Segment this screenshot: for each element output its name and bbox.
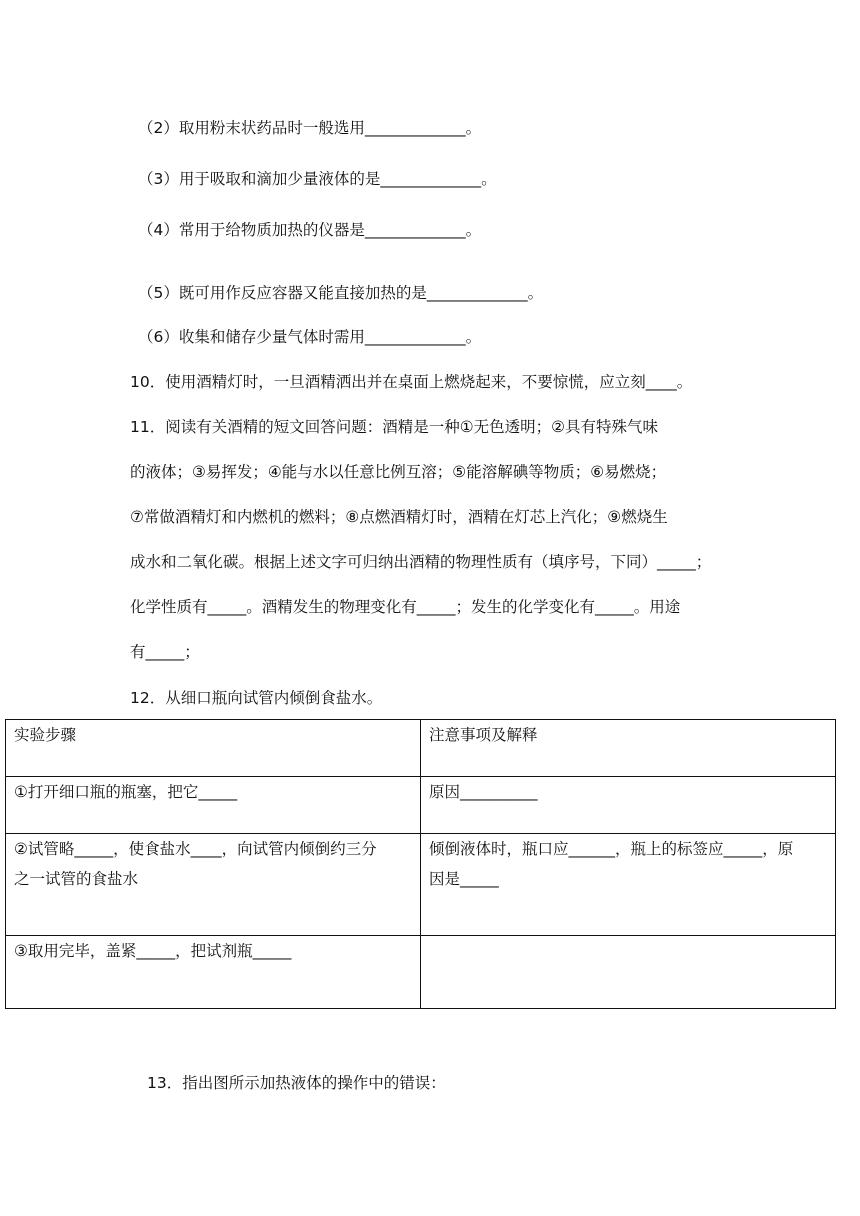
question-13: 13．指出图所示加热液体的操作中的错误： (147, 1074, 446, 1092)
table-cell-note-3 (421, 936, 836, 1009)
table-cell-step-2 (6, 834, 421, 936)
table-header-steps: 实验步骤 (6, 720, 421, 777)
table-row (6, 936, 836, 1009)
table-cell-note-2-line-2: 因是_____ (429, 870, 499, 888)
table-cell-note-2-line-1: 倾倒液体时，瓶口应______，瓶上的标签应_____，原 (429, 840, 794, 858)
question-12: 12．从细口瓶向试管内倾倒食盐水。 (130, 689, 383, 707)
question-9-2: （2）取用粉末状药品时一般选用_____________。 (138, 119, 482, 137)
question-9-3: （3）用于吸取和滴加少量液体的是_____________。 (138, 170, 497, 188)
table-cell-note-2 (421, 834, 836, 936)
question-11-line-3: ⑦常做酒精灯和内燃机的燃料；⑧点燃酒精灯时，酒精在灯芯上汽化；⑨燃烧生 (130, 508, 668, 526)
question-9-5: （5）既可用作反应容器又能直接加热的是_____________。 (138, 284, 544, 302)
question-10: 10．使用酒精灯时，一旦酒精洒出并在桌面上燃烧起来，不要惊慌，应立刻____。 (130, 373, 693, 391)
table-cell-step-1: ①打开细口瓶的瓶塞，把它_____ (6, 777, 421, 834)
experiment-table (5, 719, 836, 1009)
question-11-line-5: 化学性质有_____。酒精发生的物理变化有_____；发生的化学变化有_____。用途 (130, 598, 681, 616)
table-row (6, 777, 836, 834)
question-11-line-2: 的液体；③易挥发；④能与水以任意比例互溶；⑤能溶解碘等物质；⑥易燃烧； (130, 463, 667, 481)
question-11-line-4: 成水和二氧化碳。根据上述文字可归纳出酒精的物理性质有（填序号，下同）_____； (130, 553, 712, 571)
table-cell-step-2-line-2: 之一试管的食盐水 (14, 870, 139, 888)
table-cell-step-3: ③取用完毕，盖紧_____，把试剂瓶_____ (6, 936, 421, 1009)
table-header-row (6, 720, 836, 777)
table-header-notes: 注意事项及解释 (421, 720, 836, 777)
table-cell-note-1: 原因__________ (421, 777, 836, 834)
question-11-line-6: 有_____； (130, 643, 200, 661)
question-9-4: （4）常用于给物质加热的仪器是_____________。 (138, 221, 482, 239)
question-11-line-1: 11．阅读有关酒精的短文回答问题：酒精是一种①无色透明；②具有特殊气味 (130, 418, 659, 436)
table-row (6, 834, 836, 936)
table-cell-step-2-line-1: ②试管略_____，使食盐水____，向试管内倾倒约三分 (14, 840, 377, 858)
question-9-6: （6）收集和储存少量气体时需用_____________。 (138, 328, 482, 346)
